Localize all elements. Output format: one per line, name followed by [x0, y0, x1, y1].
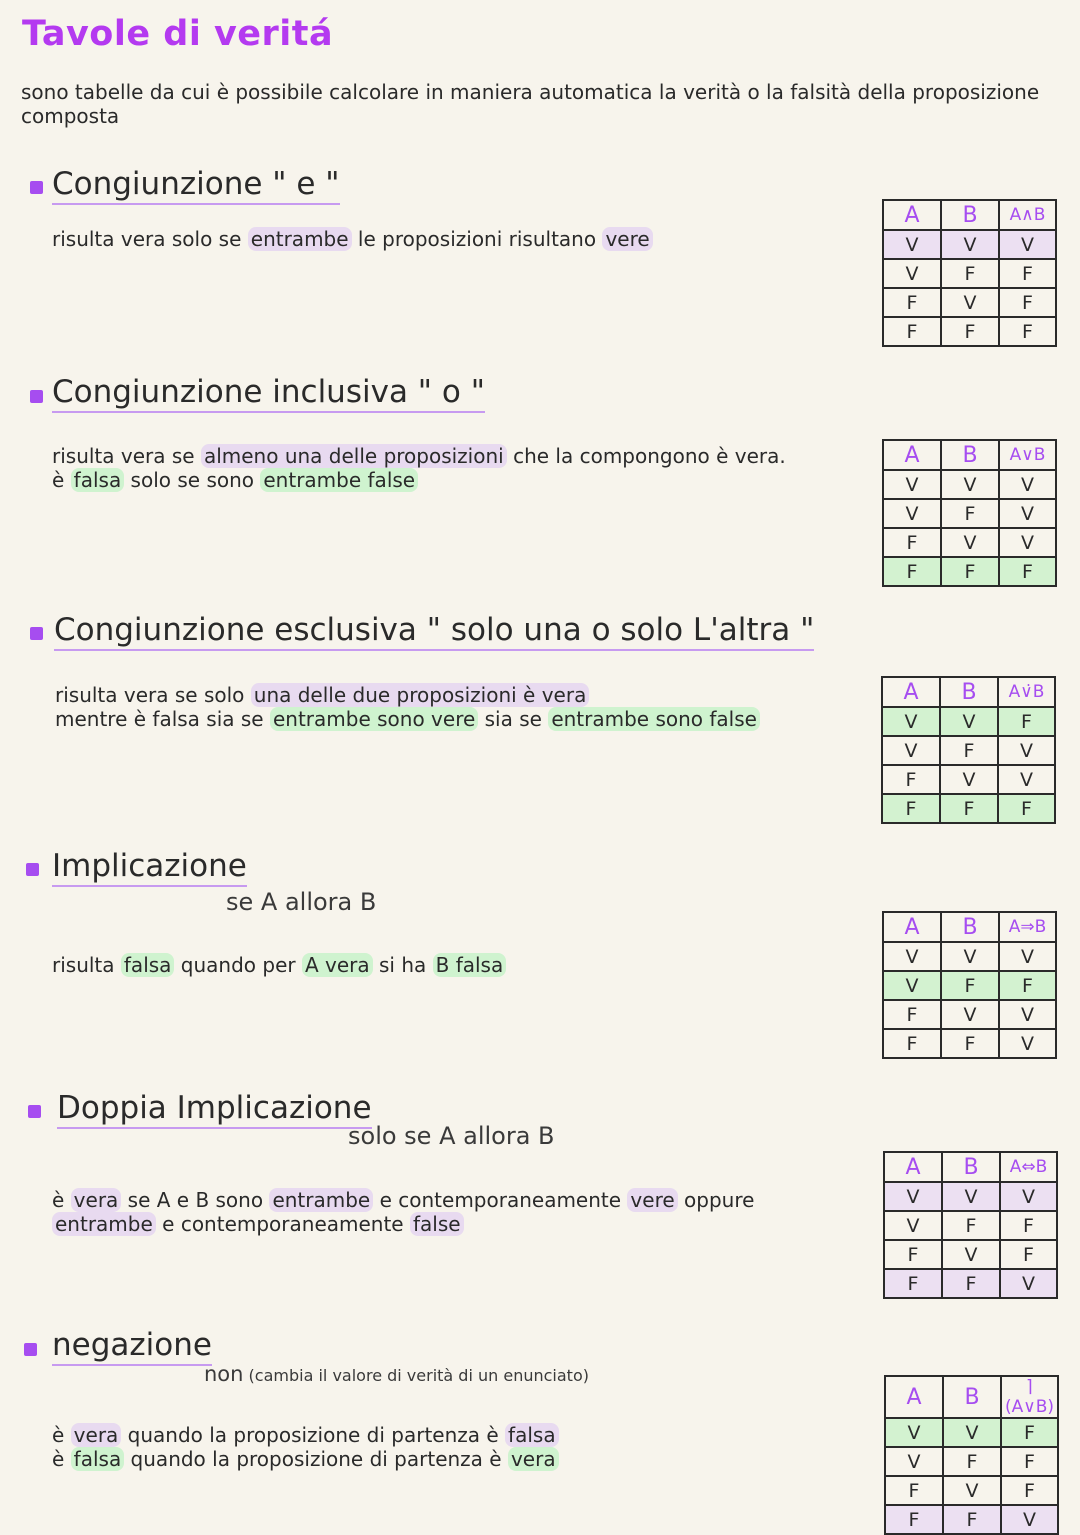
section-description: è vera quando la proposizione di partenza è falsa è falsa quando la proposizione di partenza è vera — [52, 1423, 559, 1471]
table-cell: V — [941, 288, 999, 317]
section-heading: Doppia Implicazione — [57, 1090, 372, 1126]
table-cell: V — [999, 1000, 1056, 1029]
section-description: risulta vera solo se entrambe le proposizioni risultano vere — [52, 227, 653, 251]
table-cell: V — [999, 470, 1056, 499]
table-row — [883, 230, 1056, 259]
table-row — [883, 1000, 1056, 1029]
table-cell: V — [885, 1418, 943, 1447]
table-cell: F — [1000, 1240, 1057, 1269]
table-cell: V — [940, 707, 998, 736]
table-cell: F — [941, 259, 999, 288]
truth-table — [884, 1375, 1059, 1535]
table-cell: V — [885, 1447, 943, 1476]
table-row — [884, 1182, 1057, 1211]
table-cell: A — [883, 912, 941, 942]
table-cell: B — [943, 1376, 1001, 1418]
section-heading: Congiunzione inclusiva " o " — [52, 374, 485, 410]
intro-text: sono tabelle da cui è possibile calcolare in maniera automatica la verità o la falsità della proposizione composta — [21, 80, 1040, 128]
table-row — [883, 317, 1056, 346]
bullet-icon — [26, 863, 39, 876]
table-row — [882, 707, 1055, 736]
table-cell: F — [883, 528, 941, 557]
section-heading: Congiunzione " e " — [52, 166, 340, 202]
bullet-icon — [30, 390, 43, 403]
section-description: risulta falsa quando per A vera si ha B falsa — [52, 953, 506, 977]
table-cell: V — [1000, 1182, 1057, 1211]
table-cell: A — [883, 440, 941, 470]
table-cell: F — [883, 317, 941, 346]
table-row — [883, 288, 1056, 317]
table-cell: V — [1001, 1505, 1058, 1534]
table-cell: F — [1000, 1211, 1057, 1240]
table-cell: B — [940, 677, 998, 707]
table-cell: A — [883, 200, 941, 230]
table-row — [885, 1505, 1058, 1534]
table-cell: V — [883, 942, 941, 971]
table-row — [884, 1211, 1057, 1240]
table-cell: A∧B — [999, 200, 1056, 230]
table-cell: V — [883, 230, 941, 259]
table-cell: F — [942, 1211, 1000, 1240]
table-cell: V — [942, 1182, 1000, 1211]
page-title: Tavole di veritá — [22, 14, 334, 54]
table-row — [884, 1269, 1057, 1298]
table-cell: F — [941, 557, 999, 586]
table-row — [882, 765, 1055, 794]
table-cell: F — [883, 557, 941, 586]
table-cell: V — [941, 230, 999, 259]
table-cell: B — [941, 440, 999, 470]
table-row — [883, 557, 1056, 586]
table-cell: F — [943, 1447, 1001, 1476]
table-cell: V — [1000, 1269, 1057, 1298]
table-cell: V — [884, 1211, 942, 1240]
section-heading: Implicazione — [52, 848, 247, 884]
table-cell: F — [883, 1000, 941, 1029]
table-cell: V — [943, 1418, 1001, 1447]
section-description: risulta vera se solo una delle due proposizioni è vera mentre è falsa sia se entrambe sono vere sia se entrambe sono false — [55, 683, 760, 731]
table-cell: V — [882, 736, 940, 765]
table-cell: F — [1001, 1418, 1058, 1447]
section-description: risulta vera se almeno una delle proposizioni che la compongono è vera. è falsa solo se sono entrambe false — [52, 444, 786, 492]
truth-table — [882, 439, 1057, 587]
table-row — [883, 942, 1056, 971]
table-cell: A — [884, 1152, 942, 1182]
table-cell: A — [885, 1376, 943, 1418]
bullet-icon — [28, 1105, 41, 1118]
table-row — [882, 736, 1055, 765]
bullet-icon — [30, 627, 43, 640]
table-cell: F — [943, 1505, 1001, 1534]
table-row — [885, 1447, 1058, 1476]
table-cell: F — [885, 1476, 943, 1505]
table-row — [883, 470, 1056, 499]
table-row — [883, 1029, 1056, 1058]
table-cell: V — [942, 1240, 1000, 1269]
section-subtitle: solo se A allora B — [348, 1122, 555, 1150]
table-cell: F — [999, 317, 1056, 346]
table-cell: F — [999, 288, 1056, 317]
table-cell: F — [999, 259, 1056, 288]
table-cell: A∨̇B — [998, 677, 1055, 707]
table-cell: V — [999, 1029, 1056, 1058]
table-cell: F — [1001, 1447, 1058, 1476]
table-cell: V — [999, 942, 1056, 971]
table-cell: F — [941, 971, 999, 1000]
table-cell: V — [884, 1182, 942, 1211]
table-cell: B — [941, 912, 999, 942]
bullet-icon — [30, 181, 43, 194]
table-cell: F — [883, 1029, 941, 1058]
table-row — [883, 971, 1056, 1000]
table-cell: F — [882, 765, 940, 794]
section-heading: negazione — [52, 1327, 212, 1363]
section-description: è vera se A e B sono entrambe e contemporaneamente vere oppure entrambe e contemporaneamente false — [52, 1188, 755, 1236]
table-cell: F — [941, 1029, 999, 1058]
table-cell: F — [999, 971, 1056, 1000]
table-cell: V — [883, 470, 941, 499]
table-cell: V — [941, 1000, 999, 1029]
table-cell: B — [941, 200, 999, 230]
table-cell: F — [884, 1269, 942, 1298]
table-cell: F — [885, 1505, 943, 1534]
table-cell: B — [942, 1152, 1000, 1182]
table-cell: F — [941, 317, 999, 346]
table-cell: F — [999, 557, 1056, 586]
table-row — [883, 499, 1056, 528]
table-cell: F — [941, 499, 999, 528]
table-cell: F — [883, 288, 941, 317]
table-cell: V — [941, 942, 999, 971]
truth-table — [882, 911, 1057, 1059]
section-heading: Congiunzione esclusiva " solo una o solo L'altra " — [54, 612, 814, 648]
table-cell: A∨B — [999, 440, 1056, 470]
table-row — [882, 794, 1055, 823]
table-cell: V — [941, 470, 999, 499]
table-cell: V — [883, 971, 941, 1000]
table-cell: V — [999, 230, 1056, 259]
section-subtitle: se A allora B — [226, 888, 377, 916]
table-cell: F — [940, 794, 998, 823]
table-cell: V — [883, 259, 941, 288]
truth-table — [881, 676, 1056, 824]
table-row — [885, 1476, 1058, 1505]
table-cell: V — [998, 736, 1055, 765]
table-cell: V — [998, 765, 1055, 794]
table-cell: V — [883, 499, 941, 528]
table-row — [883, 259, 1056, 288]
table-cell: F — [1001, 1476, 1058, 1505]
table-cell: F — [940, 736, 998, 765]
table-cell: F — [998, 707, 1055, 736]
section-note: non (cambia il valore di verità di un enunciato) — [204, 1362, 589, 1386]
table-row — [884, 1240, 1057, 1269]
table-cell: A⇒B — [999, 912, 1056, 942]
table-cell: F — [998, 794, 1055, 823]
table-cell: A⇔B — [1000, 1152, 1057, 1182]
table-cell: V — [882, 707, 940, 736]
table-cell: V — [999, 528, 1056, 557]
truth-table — [883, 1151, 1058, 1299]
table-cell: V — [940, 765, 998, 794]
table-cell: V — [943, 1476, 1001, 1505]
table-cell: A — [882, 677, 940, 707]
table-cell: F — [942, 1269, 1000, 1298]
table-row — [883, 528, 1056, 557]
table-cell: F — [882, 794, 940, 823]
bullet-icon — [24, 1343, 37, 1356]
table-row — [885, 1418, 1058, 1447]
table-cell: F — [884, 1240, 942, 1269]
table-cell: V — [999, 499, 1056, 528]
truth-table — [882, 199, 1057, 347]
table-cell: V — [941, 528, 999, 557]
table-cell: ⌉(A∨B) — [1001, 1376, 1058, 1418]
